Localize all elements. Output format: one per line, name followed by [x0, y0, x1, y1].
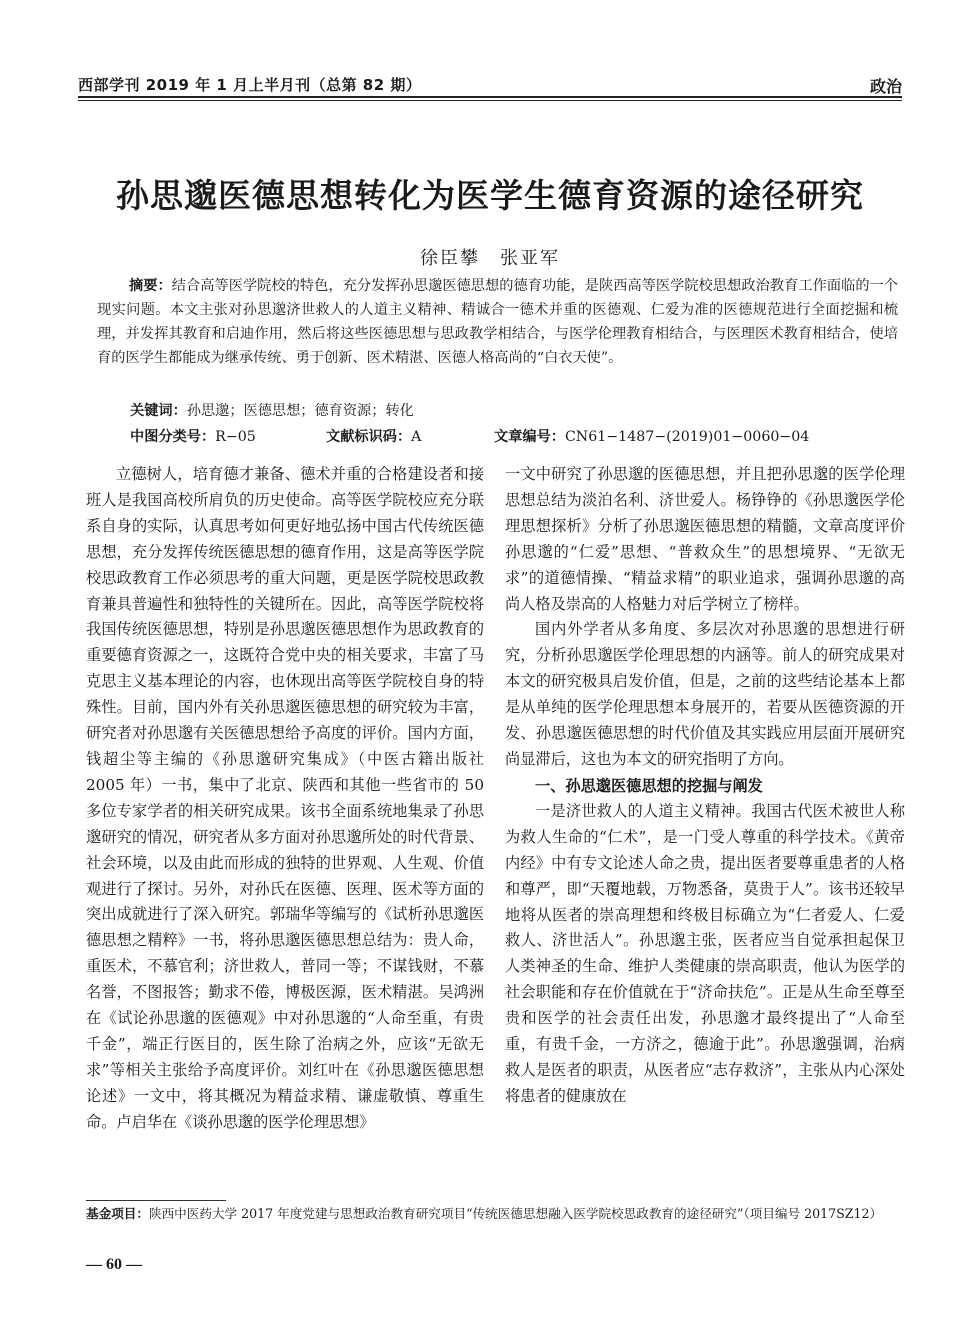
- clc-number: [130, 426, 256, 446]
- article-label: 文章编号：: [494, 429, 565, 445]
- classification-line: [130, 426, 910, 448]
- doc-value: A: [411, 429, 422, 445]
- footnote-label: 基金项目：: [86, 1206, 149, 1221]
- journal-issue: 西部学刊 2019 年 1 月上半月刊（总第 82 期）: [78, 76, 422, 94]
- body-paragraph: 国内外学者从多角度、多层次对孙思邈的思想进行研究，分析孙思邈医学伦理思想的内涵等。前人的研究成果对本文的研究极具启发价值，但是，之前的这些结论基本上都是从单纯的医学伦理思想本身展开的，若要从医德资源的开发、孙思邈医德思想的时代价值及其实践应用层面开展研究尚显滞后，这也为本文的研究指明了方向。: [505, 620, 905, 768]
- body-paragraph: 立德树人，培育德才兼备、德术并重的合格建设者和接班人是我国高校所肩负的历史使命。高等医学院校应充分联系自身的实际，认真思考如何更好地弘扬中国古代传统医德思想，充分发挥传统医德思想的德育作用，这是高等医学院校思政教育工作必须思考的重大问题，更是医学院校思政教育兼具普遍性和独特性的关键所在。因此，高等医学院校将我国传统医德思想，特别是孙思邈医德思想作为思政教育的重要德育资源之一，这既符合党中央的相关要求，丰富了马克思主义基本理论的内容，也休现出高等医学院校自身的特殊性。目前，国内外有关孙思邈医德思想的研究较为丰富，研究者对孙思邈有关医德思想给予高度的评价。国内方面，钱超尘等主编的《孙思邈研究集成》（中医古籍出版社 2005 年）一书，集中了北京、陕西和其他一些省市的 50 多位专家学者的相关研究成果。该书全面系统地集录了孙思邈研究的情况，研究者从多方面对孙思邈所处的时代背景、社会环境，以及由此而形成的独特的世界观、人生观、价值观进行了探讨。另外，对孙氏在医德、医理、医术等方面的突出成就进行了深入研究。郭瑞华等编写的《试析孙思邈医德思想之精粹》一书，将孙思邈医德思想总结为：贵人命，重医术，不慕官利；济世救人，普同一等；不谋钱财，不慕名誉，不图报答；勤求不倦，博极医源，医术精湛。吴鸿洲在《试论孙思邈的医德观》中对孙思邈的“人命至重，有贵千金”，端正行医目的，医生除了治病之外，应该“无欲无求”等相关主张给予高度评价。刘红叶在《孙思邈医德思想论述》一文中，将其概况为精益求精、谦虚敬慎、尊重生命。卢启华在《谈孙思邈的医学伦理思想》: [86, 465, 484, 1131]
- keywords-text: 孙思邈；医德思想；德育资源；转化: [186, 403, 414, 419]
- abstract-text: 结合高等医学院校的特色，充分发挥孙思邈医德思想的德育功能，是陕西高等医学院校思想政治教育工作面临的一个现实问题。本文主张对孙思邈济世救人的人道主义精神、精诚合一德术并重的医德观、仁爱为准的医德规范进行全面挖掘和梳理，并发挥其教育和启迪作用，然后将这些医德思想与思政教学相结合，与医学伦理教育相结合，与医理医术教育相结合，使培育的医学生都能成为继承传统、勇于创新、医术精湛、医德人格高尚的“白衣天使”。: [97, 278, 898, 366]
- authors: 徐臣攀 张亚军: [420, 248, 560, 269]
- body-column-left: [86, 462, 484, 1136]
- body-paragraph-continued: 一文中研究了孙思邈的医德思想，并且把孙思邈的医学伦理思想总结为淡泊名利、济世爱人。杨铮铮的《孙思邈医学伦理思想探析》分析了孙思邈医德思想的精髓，文章高度评价孙思邈的“仁爱”思想、“普救众生”的思想境界、“无欲无求”的道德情操、“精益求精”的职业追求，强调孙思邈的高尚人格及崇高的人格魅力对后学树立了榜样。: [505, 465, 905, 613]
- header-rule-thin: [78, 100, 902, 101]
- paper-title: 孙思邈医德思想转化为医学生德育资源的途径研究: [116, 176, 864, 215]
- running-header: [78, 66, 902, 100]
- article-number: [494, 426, 809, 446]
- keywords-label: 关键词：: [130, 403, 187, 419]
- body-paragraph: 一是济世救人的人道主义精神。我国古代医术被世人称为救人生命的“仁术”，是一门受人尊重的科学技术。《黄帝内经》中有专文论述人命之贵，提出医者要尊重患者的人格和尊严，即“天覆地载，万物悉备，莫贵于人”。该书还较早地将从医者的崇高理想和终极目标确立为“仁者爱人、仁爱救人、济世活人”。孙思邈主张，医者应当自觉承担起保卫人类神圣的生命、维护人类健康的崇高职责，他认为医学的社会职能和存在价值就在于“济命扶危”。正是从生命至尊至贵和医学的社会责任出发，孙思邈才最终提出了“人命至重，有贵千金，一方济之，德逾于此”。孙思邈强调，治病救人是医者的职责，从医者应“志存救济”，主张从内心深处将患者的健康放在: [505, 801, 905, 1105]
- footnote-rule: [86, 1200, 226, 1201]
- clc-value: R−05: [215, 429, 256, 445]
- funding-footnote: [86, 1204, 904, 1224]
- document-code: [326, 426, 421, 446]
- body-column-right: [505, 462, 905, 1110]
- article-value: CN61−1487−(2019)01−0060−04: [564, 429, 810, 445]
- footnote-text: 陕西中医药大学 2017 年度党建与思想政治教育研究项目“传统医德思想融入医学院校思政教育的途径研究”（项目编号 2017SZ12）: [148, 1206, 883, 1221]
- clc-label: 中图分类号：: [130, 429, 216, 445]
- section-label: 政治: [869, 77, 902, 96]
- section-heading: 一、孙思邈医德思想的挖掘与阐发: [535, 776, 763, 795]
- page-number: — 60 —: [86, 1256, 142, 1273]
- keywords: [130, 400, 414, 420]
- abstract: [97, 274, 898, 370]
- abstract-label: 摘要：: [129, 278, 172, 294]
- header-rule: [78, 96, 902, 98]
- doc-label: 文献标识码：: [326, 429, 412, 445]
